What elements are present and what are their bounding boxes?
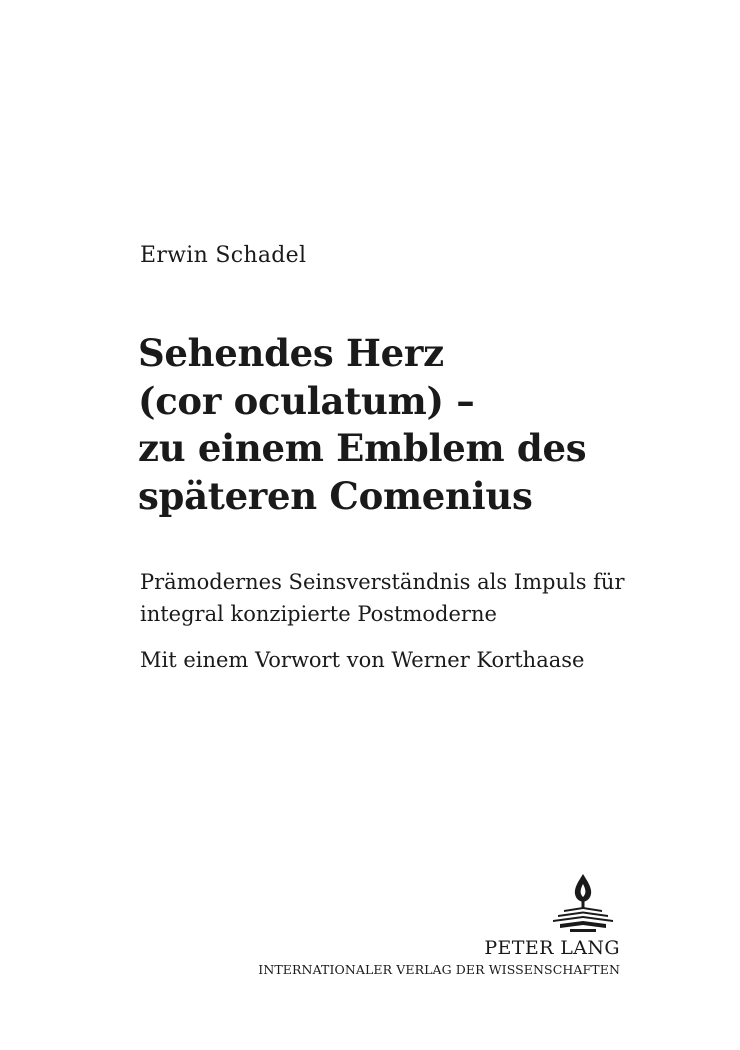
subtitle-line: integral konzipierte Postmoderne — [140, 602, 497, 626]
book-subtitle — [140, 566, 700, 630]
book-title — [138, 330, 698, 520]
publisher-name: PETER LANG — [484, 937, 620, 959]
publisher-logo-icon — [548, 872, 618, 936]
title-line: späteren Comenius — [138, 473, 533, 518]
title-line: zu einem Emblem des — [138, 426, 587, 470]
author-name: Erwin Schadel — [140, 243, 307, 268]
title-line: (cor oculatum) – — [138, 378, 475, 423]
foreword-credit: Mit einem Vorwort von Werner Korthaase — [140, 648, 585, 672]
publisher-tagline: INTERNATIONALER VERLAG DER WISSENSCHAFTEN — [258, 962, 620, 977]
subtitle-line: Prämodernes Seinsverständnis als Impuls für — [140, 570, 625, 594]
title-line: Sehendes Herz — [138, 331, 444, 375]
